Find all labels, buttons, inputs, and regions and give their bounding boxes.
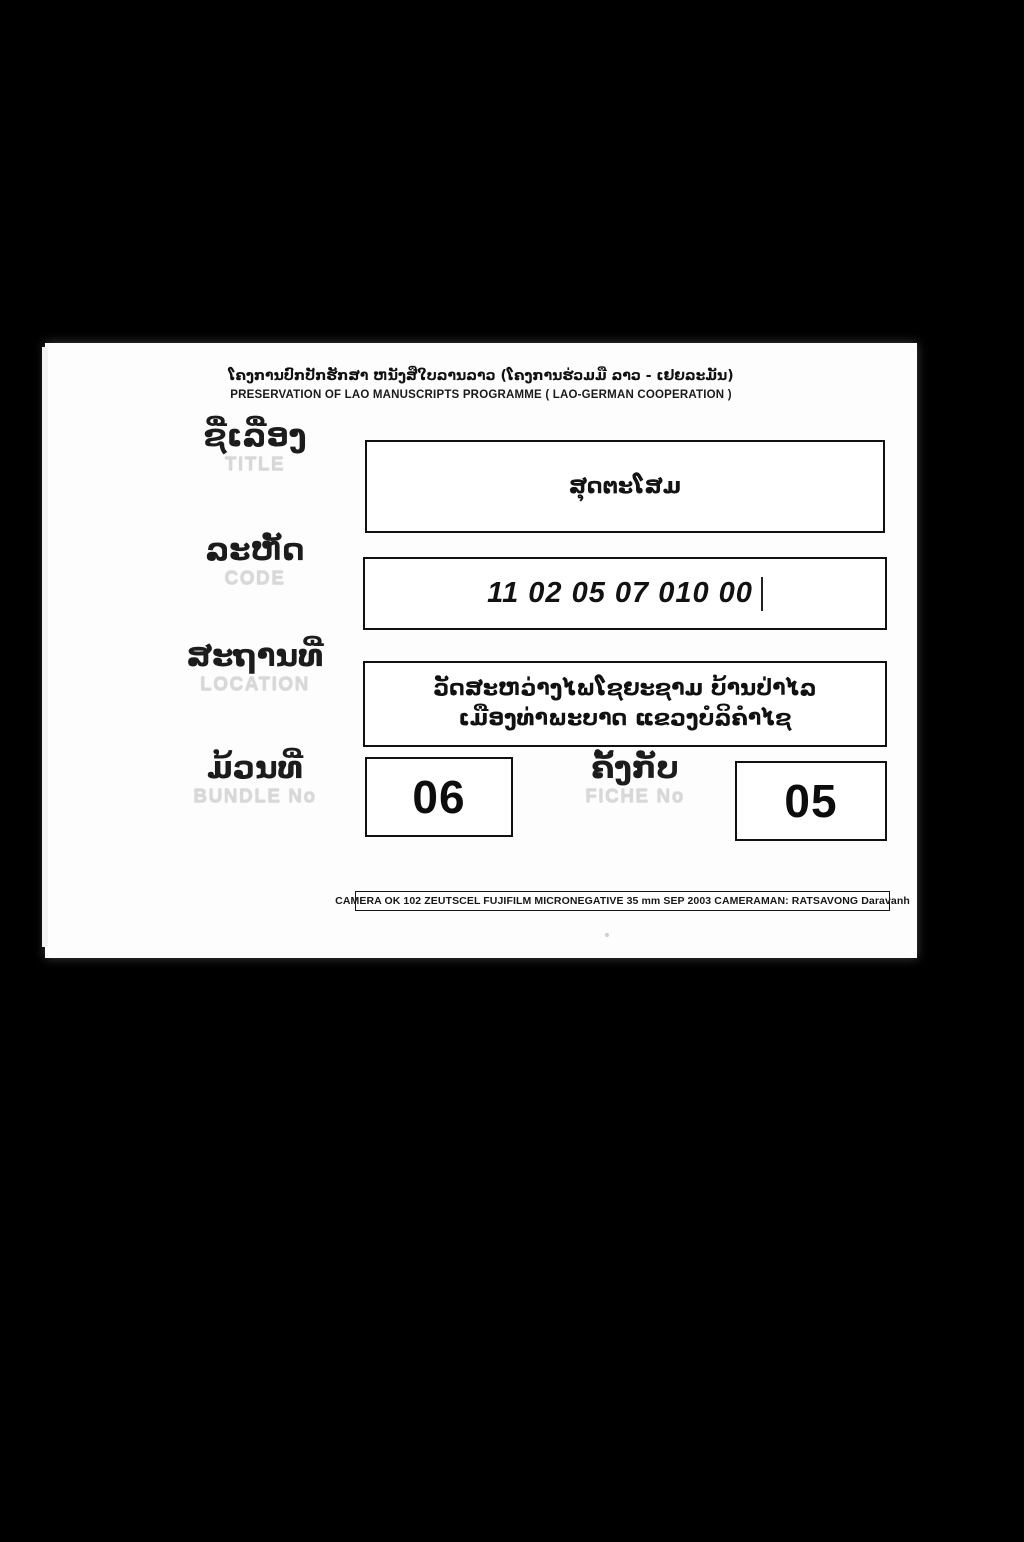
code-value: 11 02 05 07 010 00 <box>487 577 753 609</box>
bundle-label-lao: ມ້ວນທີ່ <box>206 750 304 786</box>
camera-info-text: CAMERA OK 102 ZEUTSCEL FUJIFILM MICRONEGATIVE 35 mm SEP 2003 CAMERAMAN: RATSAVONG Daravanh <box>335 895 910 907</box>
programme-title-lao: ໂຄງການປົກປັກຮັກສາ ຫນັງສືໃບລານລາວ (ໂຄງການຮ່ວມມື ລາວ - ເຢຍລະມັນ) <box>228 368 734 384</box>
card-header <box>45 369 917 401</box>
bundle-number-field[interactable] <box>365 757 513 837</box>
location-field[interactable] <box>363 661 887 747</box>
code-label-english: CODE <box>224 568 286 589</box>
location-value-line-1: ວັດສະຫວ່າງໄພໂຊຍະຊາມ ບ້ານປ່າໄລ <box>433 676 817 702</box>
bundle-label-english: BUNDLE No <box>193 786 317 807</box>
manuscript-catalogue-card <box>45 343 917 958</box>
bundle-number-value: 06 <box>412 771 466 823</box>
fiche-number-field[interactable] <box>735 761 887 841</box>
fiche-label-lao: ຄັ້ງກັບ <box>591 750 679 786</box>
text-caret <box>761 577 763 611</box>
fiche-number-value: 05 <box>784 775 838 827</box>
code-label <box>165 532 345 590</box>
programme-title-english: PRESERVATION OF LAO MANUSCRIPTS PROGRAMME ( LAO-GERMAN COOPERATION ) <box>230 389 732 402</box>
code-field[interactable] <box>363 557 887 630</box>
title-label-english: TITLE <box>224 454 286 475</box>
title-label-lao: ຊື່ເລື່ອງ <box>203 418 307 454</box>
bundle-label <box>165 750 345 808</box>
numbers-row <box>45 750 917 859</box>
fiche-label <box>545 750 725 808</box>
location-value-line-2: ເມືອງທ່າພະບາດ ແຂວງບໍລິຄຳໄຊ <box>458 706 792 731</box>
location-label-lao: ສະຖານທີ່ <box>186 638 324 674</box>
location-label-english: LOCATION <box>200 674 310 695</box>
title-field[interactable] <box>365 440 885 533</box>
code-label-lao: ລະຫັດ <box>205 532 305 568</box>
title-value: ສຸດຕະໂສມ <box>568 474 682 499</box>
camera-info-bar <box>335 891 910 911</box>
fiche-label-english: FICHE No <box>585 786 685 807</box>
scan-speck <box>605 933 609 937</box>
title-label <box>165 418 345 476</box>
location-label <box>165 638 345 696</box>
